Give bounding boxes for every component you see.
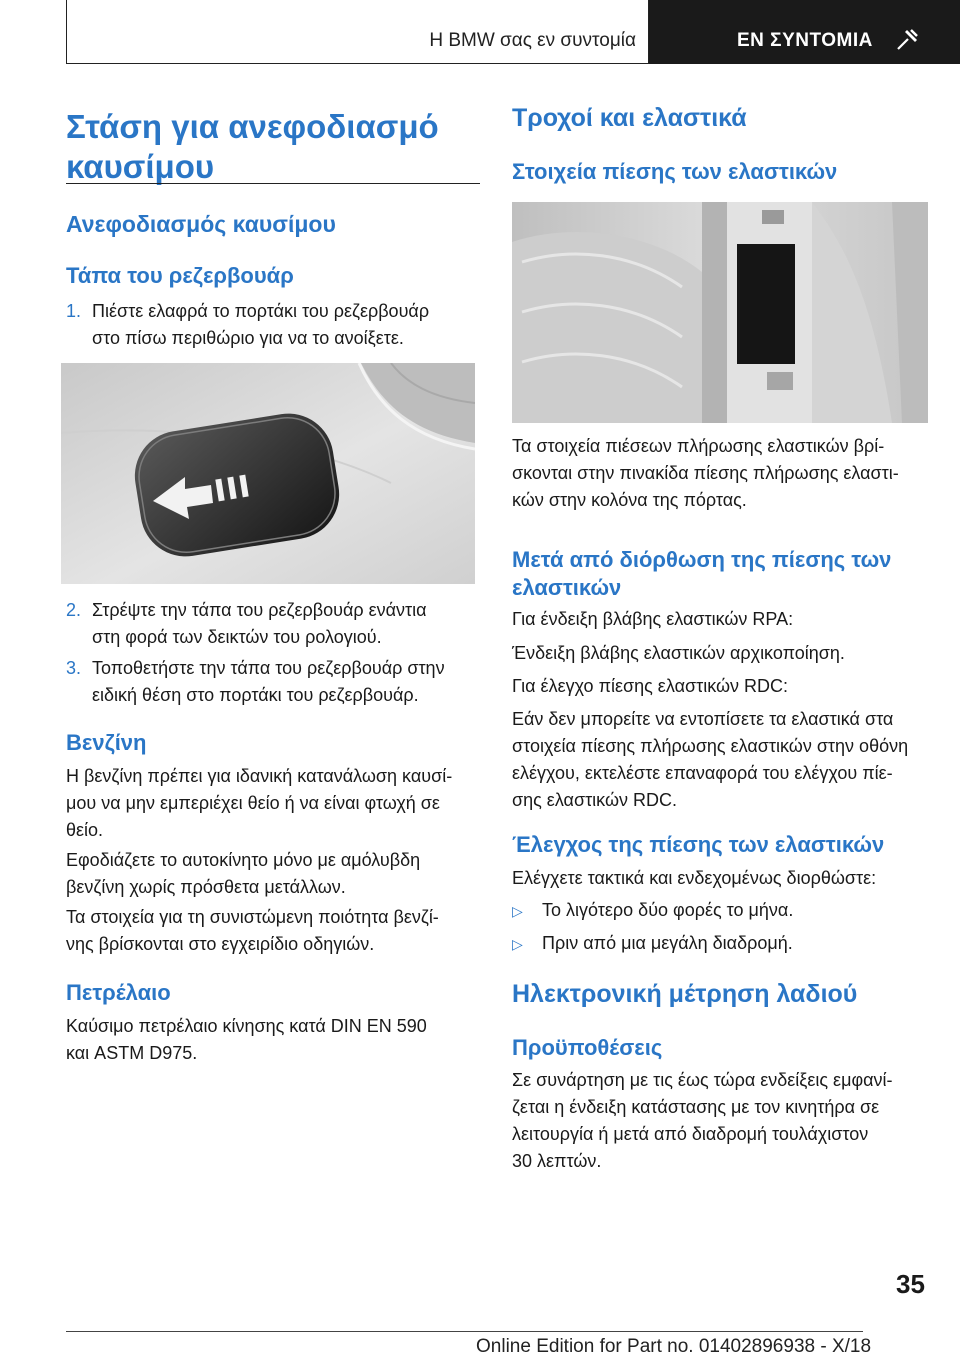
wrench-pin-icon	[895, 26, 921, 52]
text-line: ζεται η ένδειξη κατάστασης με τον κινητήρα σε	[512, 1097, 880, 1117]
title-divider	[66, 183, 480, 184]
bullet-text: Πριν από μια μεγάλη διαδρομή.	[542, 933, 793, 953]
tyre-pressure-heading: Στοιχεία πίεσης των ελαστικών	[512, 159, 838, 184]
text-line: νης βρίσκονται στο εγχειρίδιο οδηγιών.	[66, 934, 375, 954]
page-number: 35	[896, 1269, 925, 1299]
petrol-paragraph-2	[66, 847, 480, 901]
step-text: Τοποθετήστε την τάπα του ρεζερβουάρ στην	[92, 658, 445, 678]
step-number: 3.	[66, 658, 82, 678]
diesel-paragraph	[66, 1013, 480, 1067]
step-text: στη φορά των δεικτών του ρολογιού.	[92, 627, 382, 647]
text-line: θείο.	[66, 820, 104, 840]
fuel-flap-image	[61, 363, 475, 584]
step-number: 2.	[66, 600, 82, 620]
step-text: ειδική θέση στο πορτάκι του ρεζερβουάρ.	[92, 685, 419, 705]
text-line: ελέγχου, εκτελέστε επαναφορά του ελέγχου πίε-	[512, 763, 893, 783]
rpa-label: Για ένδειξη βλάβης ελαστικών RPA:	[512, 609, 794, 629]
text-line: στοιχεία πίεσης πλήρωσης ελαστικών στην οθόνη	[512, 736, 909, 756]
text-line: Τα στοιχεία για τη συνιστώμενη ποιότητα βενζί-	[66, 907, 439, 927]
text-line: κών στην κολόνα της πόρτας.	[512, 490, 747, 510]
footer-divider	[66, 1331, 863, 1332]
chapter-tab[interactable]	[66, 0, 649, 64]
text-line: και ASTM D975.	[66, 1043, 198, 1063]
after-correction-heading	[512, 546, 928, 602]
fuel-flap-heading: Τάπα του ρεζερβουάρ	[66, 263, 294, 288]
refuel-heading: Ανεφοδιασμός καυσίμου	[66, 211, 336, 237]
text-line: Η βενζίνη πρέπει για ιδανική κατανάλωση καυσί-	[66, 766, 453, 786]
step-text: Στρέψτε την τάπα του ρεζερβουάρ ενάντια	[92, 600, 427, 620]
heading-line: ελαστικών	[512, 575, 622, 600]
bullet-text: Το λιγότερο δύο φορές το μήνα.	[542, 900, 794, 920]
text-line: Τα στοιχεία πιέσεων πλήρωσης ελαστικών βρί-	[512, 436, 885, 456]
text-line: Εάν δεν μπορείτε να εντοπίσετε τα ελαστικά στα	[512, 709, 894, 729]
prerequisites-heading: Προϋποθέσεις	[512, 1035, 663, 1060]
step-number: 1.	[66, 301, 82, 321]
door-pillar-image	[512, 202, 928, 423]
text-line: σης ελαστικών RDC.	[512, 790, 678, 810]
rdc-label: Για έλεγχο πίεσης ελαστικών RDC:	[512, 676, 789, 696]
diesel-heading: Πετρέλαιο	[66, 980, 171, 1005]
triangle-bullet-icon: ▷	[512, 936, 523, 952]
heading-line: Μετά από διόρθωση της πίεσης των	[512, 547, 892, 572]
step-text: στο πίσω περιθώριο για να το ανοίξετε.	[92, 328, 404, 348]
text-line: βενζίνη χωρίς πρόσθετα μετάλλων.	[66, 877, 346, 897]
section-title: ΕΝ ΣΥΝΤΟΜΙΑ	[737, 30, 873, 51]
rdc-paragraph	[512, 706, 928, 814]
petrol-paragraph-3	[66, 904, 480, 958]
step-text: Πιέστε ελαφρά το πορτάκι του ρεζερβουάρ	[92, 301, 430, 321]
prerequisites-paragraph	[512, 1067, 928, 1175]
text-line: Σε συνάρτηση με τις έως τώρα ενδείξεις εμφανί-	[512, 1070, 893, 1090]
text-line: λειτουργία ή μετά από διαδρομή τουλάχιστον	[512, 1124, 869, 1144]
oil-measurement-heading: Ηλεκτρονική μέτρηση λαδιού	[512, 980, 858, 1008]
check-intro: Ελέγχετε τακτικά και ενδεχομένως διορθώστε:	[512, 868, 877, 888]
section-tab[interactable]	[649, 0, 960, 64]
petrol-paragraph-1	[66, 763, 480, 844]
triangle-bullet-icon: ▷	[512, 903, 523, 919]
text-line: 30 λεπτών.	[512, 1151, 602, 1171]
edition-text: Online Edition for Part no. 01402896938 - X/18	[476, 1336, 872, 1357]
page-title	[66, 107, 480, 187]
wheels-heading: Τροχοί και ελαστικά	[512, 104, 747, 132]
page-title-line2: καυσίμου	[66, 148, 215, 185]
text-line: Καύσιμο πετρέλαιο κίνησης κατά DIN EN 590	[66, 1016, 427, 1036]
text-line: μου να μην εμπεριέχει θείο ή να είναι φτωχή σε	[66, 793, 440, 813]
tyre-pressure-paragraph	[512, 433, 928, 514]
chapter-title: Η BMW σας εν συντομία	[429, 30, 636, 51]
check-pressure-heading: Έλεγχος της πίεσης των ελαστικών	[512, 832, 885, 857]
text-line: σκονται στην πινακίδα πίεσης πλήρωσης ελαστι-	[512, 463, 899, 483]
page-title-line1: Στάση για ανεφοδιασμό	[66, 108, 439, 145]
petrol-heading: Βενζίνη	[66, 730, 147, 755]
rpa-text: Ένδειξη βλάβης ελαστικών αρχικοποίηση.	[512, 643, 845, 663]
text-line: Εφοδιάζετε το αυτοκίνητο μόνο με αμόλυβδη	[66, 850, 421, 870]
